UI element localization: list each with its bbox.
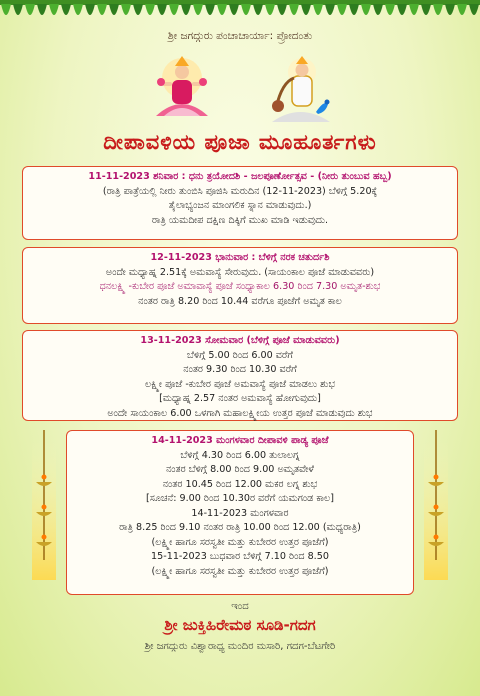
box-line: ನಂತರ 9.30 ರಿಂದ 10.30 ವರೆಗೆ [183,364,297,375]
hanging-lamp-icon [418,430,454,580]
mango-leaf [157,4,167,15]
schedule-box-nov14 [66,430,414,595]
mango-leaf [265,4,275,15]
mango-leaf [289,4,299,15]
box-line: ಬೆಳಿಗ್ಗೆ 5.00 ರಿಂದ 6.00 ವರೆಗೆ [187,349,293,361]
hanging-lamp-icon [26,430,62,580]
mango-leaf [313,4,323,15]
mango-leaf [61,4,71,15]
mango-leaf [325,4,335,15]
lakshmi-image [150,52,214,122]
mango-leaf [97,4,107,15]
mango-leaf [445,4,455,15]
mango-leaf [25,4,35,15]
mango-leaf [49,4,59,15]
box-heading: 14-11-2023 ಮಂಗಳವಾರ ದೀಪಾವಳಿ ಪಾಡ್ಯ ಪೂಜೆ [151,435,329,446]
schedule-box-nov11 [22,166,458,240]
box-line: ಬೆಳಿಗ್ಗೆ 4.30 ರಿಂದ 6.00 ತುಲಾಲಗ್ನ [180,449,300,461]
box-line: [ಮಧ್ಯಾಹ್ನ 2.57 ನಂತರ ಅಮವಾಸ್ಯೆ ಹೋಗುವುದು] [159,393,321,404]
mango-leaf [469,4,479,15]
mango-leaf [193,4,203,15]
box-line: ಅಂದೇ ಸಾಯಂಕಾಲ 6.00 ಒಳಗಾಗಿ ಮಹಾಲಕ್ಷ್ಮೀಯ ಉತ್ತರ ಪೂಜೆ ಮಾಡುವುದು ಶುಭ [107,407,373,419]
mango-leaf [145,4,155,15]
publisher-address: ಶ್ರೀ ಜಗದ್ಗುರು ವಿಶ್ವಾರಾಧ್ಯ ಮಂದಿರ ಮಸಾರಿ, ಗದಗ-ಬೆಟಗೇರಿ [144,641,336,652]
box-line: 14-11-2023 ಮಂಗಳವಾರ [191,507,289,519]
mango-leaf [73,4,83,15]
schedule-box-nov13 [22,330,458,421]
page-title: ದೀಪಾವಳಿಯ ಪೂಜಾ ಮೂಹೂರ್ತಗಳು [103,130,377,154]
mango-leaf [121,4,131,15]
box-heading: 13-11-2023 ಸೋಮವಾರ (ಬೆಳಿಗ್ಗೆ ಪೂಜೆ ಮಾಡುವವರು) [140,335,340,346]
mango-leaf [409,4,419,15]
box-line: ರಾತ್ರಿ ಯಮದೀಪ ದಕ್ಷಿಣ ದಿಕ್ಕಿಗೆ ಮುಖ ಮಾಡಿ ಇಡುವುದು. [151,214,329,226]
mango-leaf [421,4,431,15]
mango-leaf [361,4,371,15]
mango-leaf [205,4,215,15]
mango-leaf [277,4,287,15]
mango-leaf [349,4,359,15]
mango-leaf [253,4,263,15]
mango-leaf [169,4,179,15]
publisher-name: ಶ್ರೀ ಜುಕ್ತಿಹಿರೇಮಠ ಸೂಡಿ-ಗದಗ [164,616,316,634]
mango-leaf [85,4,95,15]
mango-leaf [133,4,143,15]
mango-leaf [397,4,407,15]
mango-leaf [337,4,347,15]
box-line: 15-11-2023 ಬುಧವಾರ ಬೆಳಿಗ್ಗೆ 7.10 ರಿಂದ 8.50 [151,551,329,562]
saraswati-image [264,52,336,124]
mango-leaf [37,4,47,15]
box-line: ರಾತ್ರಿ 8.25 ರಿಂದ 9.10 ನಂತರ ರಾತ್ರಿ 10.00 ರಿಂದ 12.00 (ಮಧ್ಯರಾತ್ರಿ) [119,522,361,533]
mango-leaf [229,4,239,15]
mango-leaf [433,4,443,15]
box-heading: 12-11-2023 ಭಾನುವಾರ : ಬೆಳಿಗ್ಗೆ ನರಕ ಚತುರ್ದಶಿ [150,252,330,263]
box-line: ತೈಲಾಭ್ಯಂಜನ ಮಾಂಗಲಿಕ ಸ್ನಾನ ಮಾಡುವುದು.) [168,200,312,211]
mango-leaf [241,4,251,15]
blessing-line: ಶ್ರೀ ಜಗದ್ಗುರು ಪಂಚಾಚಾರ್ಯಾ: ಪ್ರೋದಂತು [167,30,313,42]
box-line: ನಂತರ ರಾತ್ರಿ 8.20 ರಿಂದ 10.44 ವರೆಗೂ ಪೂಜೆಗೆ ಅಮೃತ ಕಾಲ [138,295,342,307]
mango-leaf [217,4,227,15]
mango-leaf [373,4,383,15]
footer-by: ಇಂದ [231,601,249,612]
mango-leaf [301,4,311,15]
mango-leaf [385,4,395,15]
box-heading: 11-11-2023 ಶನಿವಾರ : ಧನು ತ್ರಯೋದಶಿ - ಜಲಪೂರ್ಣೋತ್ಸವ - (ನೀರು ತುಂಬುವ ಹಬ್ಬ) [88,171,392,182]
mango-leaf [1,4,11,15]
box-line: ಅಂದೇ ಮಧ್ಯಾಹ್ನ 2.51ಕ್ಕೆ ಅಮವಾಸ್ಯೆ ಸೇರುವುದು. (ಸಾಯಂಕಾಲ ಪೂಜೆ ಮಾಡುವವರು) [105,266,375,278]
box-line: (ರಾತ್ರಿ ಪಾತ್ರೆಯಲ್ಲಿ ನೀರು ತುಂಬಿಸಿ ಪೂಜಿಸಿ ಮರುದಿನ (12-11-2023) ಬೆಳಿಗ್ಗೆ 5.20ಕ್ಕೆ [102,185,378,197]
box-line: ನಂತರ ಬೆಳಿಗ್ಗೆ 8.00 ರಿಂದ 9.00 ಅಮೃತವೇಳೆ [165,464,315,475]
box-line: ನಂತರ 10.45 ರಿಂದ 12.00 ಮಕರ ಲಗ್ನ ಶುಭ [162,478,318,490]
box-line: (ಲಕ್ಷ್ಮೀ ಹಾಗೂ ಸರಸ್ವತೀ ಮತ್ತು ಕುಬೇರರ ಉತ್ತರ ಪೂಜೆಗೆ) [151,565,329,577]
mango-leaf-toran [0,0,480,26]
mango-leaf [457,4,467,15]
schedule-box-nov12 [22,247,458,324]
box-line: ಲಕ್ಷ್ಮೀ ಪೂಜೆ -ಕುಬೇರ ಪೂಜೆ ಅಮವಾಸ್ಯೆ ಪೂಜೆ ಮಾಡಲು ಶುಭ [144,378,336,390]
box-line: (ಲಕ್ಷ್ಮೀ ಹಾಗೂ ಸರಸ್ವತೀ ಮತ್ತು ಕುಬೇರರ ಉತ್ತರ ಪೂಜೆಗೆ) [151,536,329,548]
mango-leaf [13,4,23,15]
mango-leaf [181,4,191,15]
mango-leaf [109,4,119,15]
box-line: ಧನಲಕ್ಷ್ಮಿ -ಕುಬೇರ ಪೂಜೆ ಅಮಾವಾಸ್ಯೆ ಪೂಜೆ ಸಂಧ್ಯಾಕಾಲ 6.30 ರಿಂದ 7.30 ಅಮೃತ-ಶುಭ [99,281,381,292]
box-line: [ಸೂಚನೆ: 9.00 ರಿಂದ 10.30ರ ವರೆಗೆ ಯಮಗಂಡ ಕಾಲ] [146,493,334,504]
